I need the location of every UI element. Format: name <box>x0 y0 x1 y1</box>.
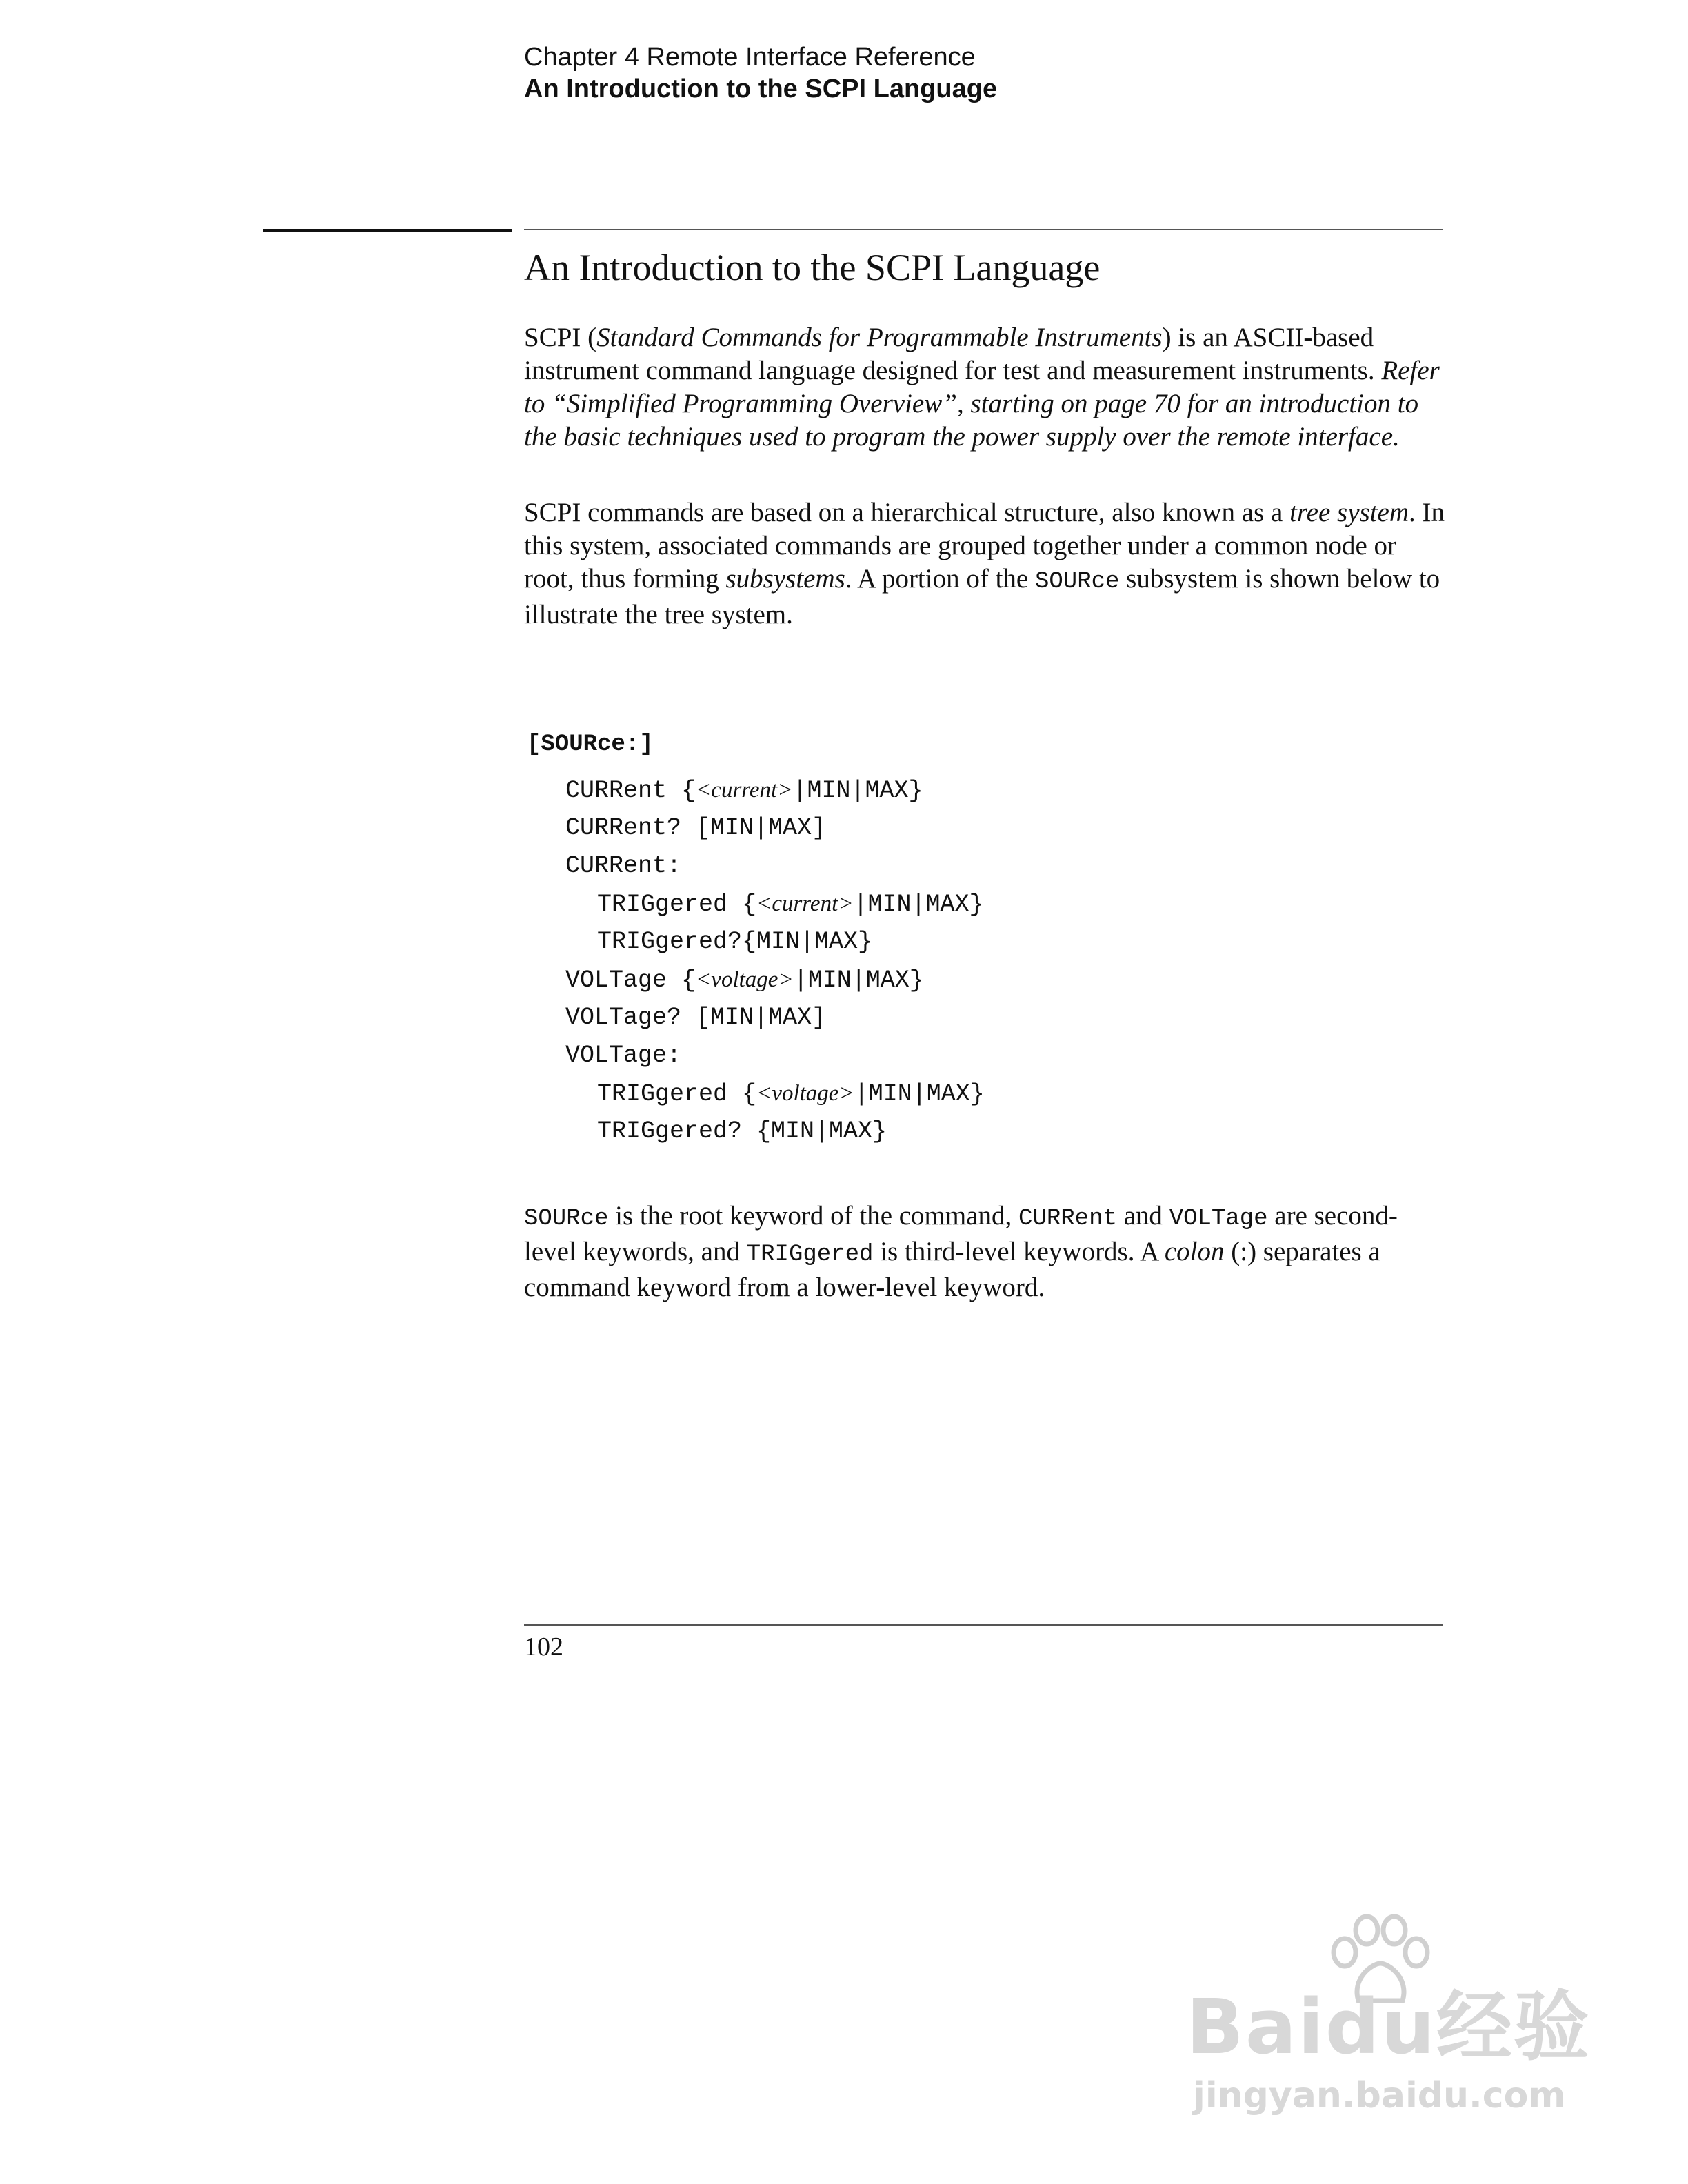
code-line <box>565 966 924 994</box>
code-param: <current> <box>756 891 854 916</box>
text-run: and <box>1116 1201 1169 1231</box>
text-run: is third-level keywords. A <box>873 1237 1165 1266</box>
code-root-keyword: [SOURce:] <box>527 731 654 758</box>
code-text: |MIN|MAX} <box>792 777 923 805</box>
text-run: is the root keyword of the command, <box>608 1201 1019 1231</box>
cross-reference: Refer to “Simplified Programming Overview”, starting on page 70 for an introduction to the basic techniques used to program the power supply over the remote interface. <box>524 356 1440 452</box>
code-line <box>565 852 681 880</box>
code-text: |MIN|MAX} <box>793 967 924 994</box>
code-line <box>565 1042 681 1069</box>
text-run-italic: colon <box>1164 1237 1225 1266</box>
watermark-text: Baidu经验 <box>1186 1983 1591 2071</box>
code-keyword: SOURce <box>524 1206 609 1232</box>
code-param: <voltage> <box>756 1081 854 1106</box>
paragraph-tree <box>524 496 1448 631</box>
footer-rule <box>524 1624 1443 1626</box>
text-run: (:) separates a command keyword from a lower-level keyword. <box>524 1237 1380 1302</box>
code-text: CURRent? [MIN|MAX] <box>565 814 827 842</box>
code-text: TRIGgered?{MIN|MAX} <box>597 928 873 956</box>
code-keyword: SOURce <box>1034 569 1120 595</box>
code-line <box>597 928 872 956</box>
text-run: . In this system, associated commands are grouped together under a common node or root, thus forming <box>524 498 1445 594</box>
code-line <box>565 1004 826 1031</box>
code-keyword: CURRent <box>1018 1206 1117 1232</box>
code-text: |MIN|MAX} <box>854 1080 985 1108</box>
code-text: TRIGgered { <box>597 891 757 918</box>
code-line <box>597 1080 985 1108</box>
code-text: VOLTage? [MIN|MAX] <box>565 1004 827 1031</box>
code-line <box>565 814 826 842</box>
code-line <box>597 1118 887 1145</box>
section-title: An Introduction to the SCPI Language <box>524 74 998 103</box>
code-text: |MIN|MAX} <box>853 891 984 918</box>
code-text: CURRent { <box>565 777 696 805</box>
running-header <box>524 41 997 105</box>
chapter-title: Chapter 4 Remote Interface Reference <box>524 43 976 72</box>
text-run: ) is an ASCII-based instrument command language designed for test and measurement instruments. <box>524 323 1382 385</box>
paragraph-intro <box>524 321 1448 454</box>
code-text: TRIGgered? {MIN|MAX} <box>597 1118 887 1145</box>
baidu-watermark <box>1186 1910 1591 2130</box>
section-rule-thick <box>263 229 512 232</box>
text-run-italic: subsystems <box>725 564 845 594</box>
section-rule-thin <box>524 229 1443 230</box>
paragraph-keywords <box>524 1200 1448 1304</box>
code-param: <voltage> <box>696 967 794 992</box>
code-text: TRIGgered { <box>597 1080 757 1108</box>
page-title: An Introduction to the SCPI Language <box>524 247 1101 288</box>
code-keyword: TRIGgered <box>746 1242 874 1268</box>
text-run-italic: tree system <box>1289 498 1409 527</box>
watermark-url: jingyan.baidu.com <box>1193 2075 1566 2116</box>
code-param: <current> <box>696 778 793 802</box>
text-run: SCPI ( <box>524 323 597 352</box>
text-run: subsystem is shown below to illustrate the tree system. <box>524 564 1440 629</box>
text-run: . A portion of the <box>845 564 1035 594</box>
code-text: CURRent: <box>565 852 682 880</box>
code-line <box>565 776 923 805</box>
code-text: VOLTage: <box>565 1042 682 1069</box>
text-run: are second-level keywords, and <box>524 1201 1398 1266</box>
code-line <box>597 890 984 918</box>
code-text: VOLTage { <box>565 967 696 994</box>
page-number: 102 <box>524 1632 563 1661</box>
code-keyword: VOLTage <box>1169 1206 1268 1232</box>
text-run-italic: Standard Commands for Programmable Instruments <box>596 323 1163 352</box>
text-run: SCPI commands are based on a hierarchical structure, also known as a <box>524 498 1290 527</box>
